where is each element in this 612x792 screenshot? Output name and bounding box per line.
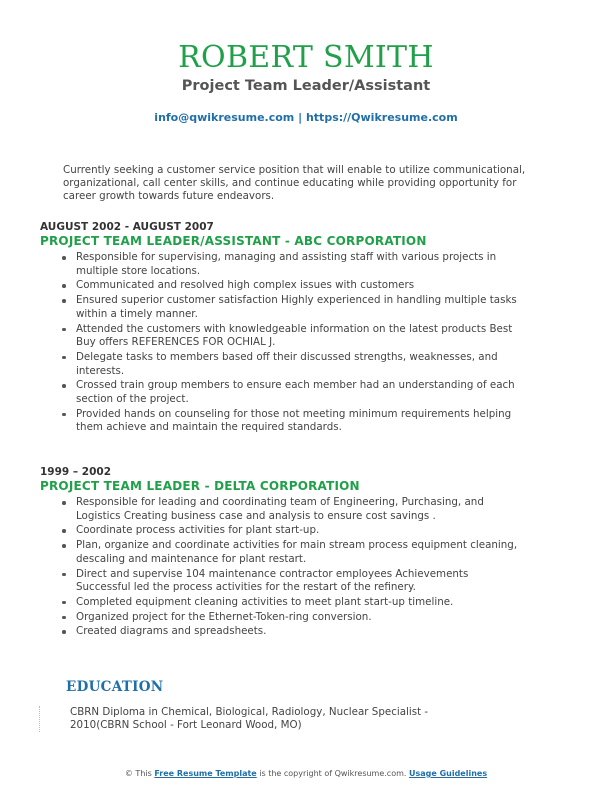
job-dates: 1999 – 2002 [40, 466, 112, 478]
free-resume-template-link[interactable]: Free Resume Template [154, 769, 257, 778]
job-bullet: Delegate tasks to members based off their discussed strengths, weaknesses, and interests. [76, 351, 520, 378]
job-bullet: Attended the customers with knowledgeable information on the latest products Best Buy offers REFERENCES FOR OCHIAL J. [76, 323, 520, 350]
job-bullet: Responsible for leading and coordinating team of Engineering, Purchasing, and Logistics Creating business case and analysis to ensure cost savings . [76, 496, 520, 523]
email-link[interactable]: info@qwikresume.com [154, 111, 295, 124]
job-bullet: Responsible for supervising, managing and assisting staff with various projects in multiple store locations. [76, 251, 520, 278]
job-bullet: Ensured superior customer satisfaction Highly experienced in handling multiple tasks within a timely manner. [76, 294, 520, 321]
candidate-title: Project Team Leader/Assistant [181, 78, 431, 94]
footer-copyright [0, 768, 612, 779]
job-bullet: Completed equipment cleaning activities to meet plant start-up timeline. [76, 596, 520, 610]
job-bullet-list [40, 496, 520, 639]
job-bullet: Plan, organize and coordinate activities for main stream process equipment cleaning, descaling and maintenance for plant restart. [76, 539, 520, 566]
job-bullet: Communicated and resolved high complex issues with customers [76, 279, 520, 293]
education-entry: CBRN Diploma in Chemical, Biological, Radiology, Nuclear Specialist - 2010(CBRN School - Fort Leonard Wood, MO) [70, 706, 429, 731]
summary-text: Currently seeking a customer service position that will enable to utilize communicational, organizational, call center skills, and continue educating while providing opportunity for career growth towards future endeavors. [63, 164, 526, 202]
experience-entry-1 [40, 221, 520, 436]
education-heading: EDUCATION [66, 679, 164, 695]
contact-line [0, 111, 612, 125]
job-bullet: Organized project for the Ethernet-Token-ring conversion. [76, 611, 520, 625]
candidate-name: ROBERT SMITH [178, 40, 434, 75]
job-bullet: Direct and supervise 104 maintenance contractor employees Achievements Successful led the process activities for the restart of the refinery. [76, 568, 520, 595]
contact-separator: | [294, 111, 306, 124]
job-role: PROJECT TEAM LEADER/ASSISTANT - ABC CORPORATION [40, 234, 427, 248]
job-role: PROJECT TEAM LEADER - DELTA CORPORATION [40, 479, 360, 493]
job-bullet-list [40, 251, 520, 435]
usage-guidelines-link[interactable]: Usage Guidelines [408, 769, 488, 778]
job-dates: AUGUST 2002 - AUGUST 2007 [40, 221, 214, 233]
job-bullet: Coordinate process activities for plant start-up. [76, 524, 520, 538]
job-bullet: Crossed train group members to ensure each member had an understanding of each section of the project. [76, 379, 520, 406]
education-divider [39, 706, 40, 732]
website-link[interactable]: https://Qwikresume.com [305, 111, 458, 124]
footer-middle: is the copyright of Qwikresume.com. [256, 769, 409, 778]
experience-entry-2 [40, 466, 520, 640]
job-bullet: Provided hands on counseling for those not meeting minimum requirements helping them achieve and maintain the required standards. [76, 408, 520, 435]
footer-prefix: © This [124, 769, 155, 778]
job-bullet: Created diagrams and spreadsheets. [76, 625, 520, 639]
